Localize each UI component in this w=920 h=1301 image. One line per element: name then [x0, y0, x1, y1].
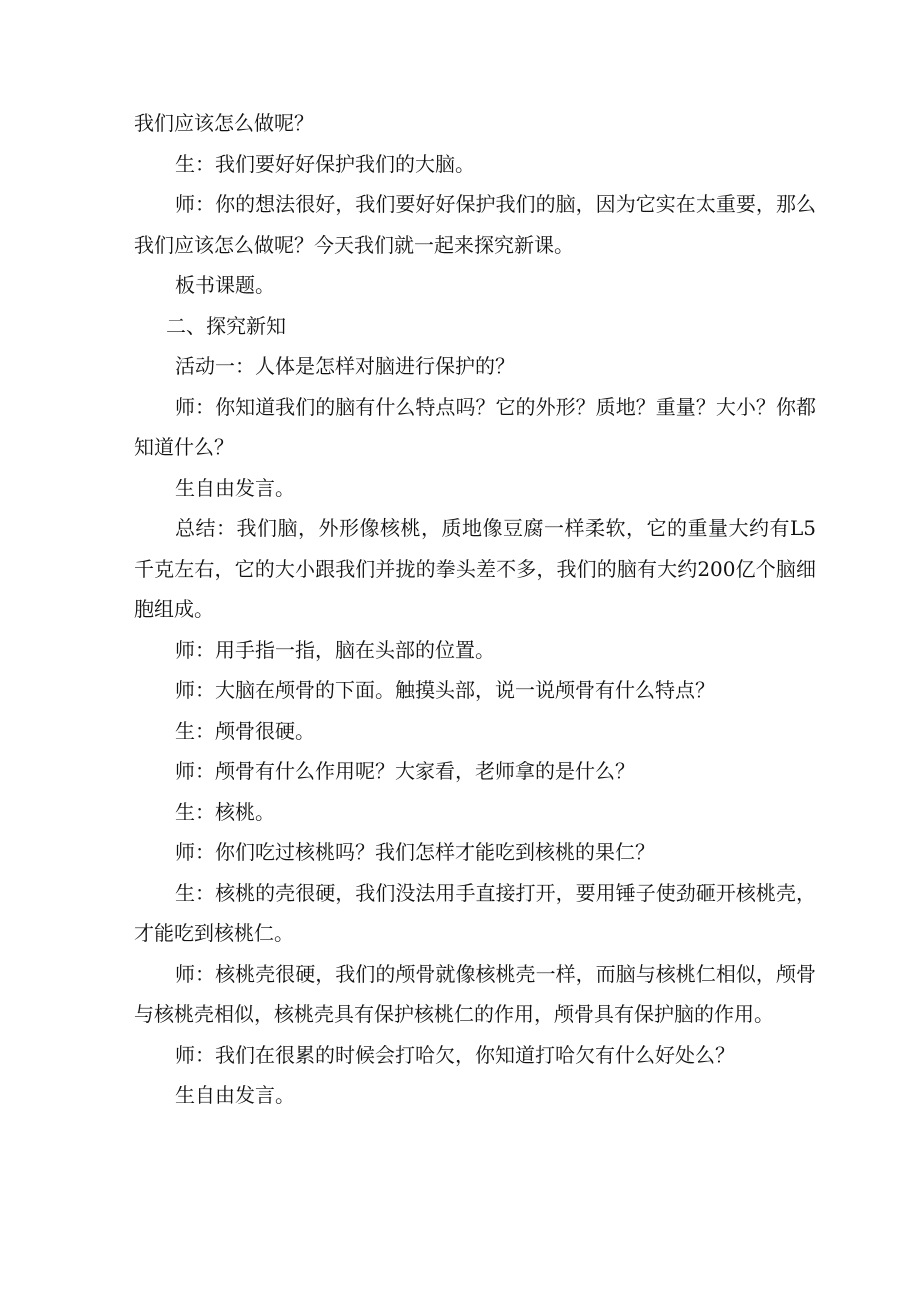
paragraph-free-speech: 生自由发言。 — [175, 475, 295, 500]
paragraph-board-title: 板书课题。 — [175, 273, 275, 297]
activity-heading: 活动一：人体是怎样对脑进行保护的？ — [175, 354, 515, 378]
section-heading: 二、探究新知 — [166, 313, 286, 338]
paragraph-summary: 总结：我们脑，外形像核桃，质地像豆腐一样柔软，它的重量大约有L5千克左右，它的大小跟我们并拢的拳头差不多，我们的脑有大约200亿个脑细胞组成。 — [134, 516, 816, 621]
paragraph-student-reply: 生：我们要好好保护我们的大脑。 — [175, 151, 475, 176]
paragraph-continuation: 我们应该怎么做呢？ — [134, 111, 314, 135]
paragraph-student-skull: 生：颅骨很硬。 — [175, 718, 315, 743]
paragraph-teacher-point: 师：用手指一指，脑在头部的位置。 — [175, 637, 495, 662]
paragraph-teacher-walnut: 师：你们吃过核桃吗？我们怎样才能吃到核桃的果仁？ — [175, 840, 655, 864]
paragraph-free-speech-end: 生自由发言。 — [175, 1083, 295, 1107]
paragraph-teacher-comparison: 师：核桃壳很硬，我们的颅骨就像核桃壳一样，而脑与核桃仁相似，颅骨与核桃壳相似，核桃壳具有保护核桃仁的作用，颅骨具有保护脑的作用。 — [134, 961, 816, 1026]
paragraph-student-shell: 生：核桃的壳很硬，我们没法用手直接打开，要用锤子使劲砸开核桃壳，才能吃到核桃仁。 — [134, 880, 816, 945]
paragraph-teacher-question: 师：你知道我们的脑有什么特点吗？它的外形？质地？重量？大小？你都知道什么？ — [134, 394, 816, 459]
paragraph-student-walnut: 生：核桃。 — [175, 799, 275, 824]
paragraph-teacher-yawn: 师：我们在很累的时候会打哈欠，你知道打哈欠有什么好处么？ — [175, 1042, 735, 1067]
paragraph-teacher-intro: 师：你的想法很好，我们要好好保护我们的脑，因为它实在太重要，那么我们应该怎么做呢？今天我们就一起来探究新课。 — [134, 192, 816, 257]
document-body — [134, 103, 816, 1116]
paragraph-teacher-skull: 师：大脑在颅骨的下面。触摸头部，说一说颅骨有什么特点？ — [175, 678, 715, 702]
paragraph-teacher-function: 师：颅骨有什么作用呢？大家看，老师拿的是什么？ — [175, 759, 635, 783]
